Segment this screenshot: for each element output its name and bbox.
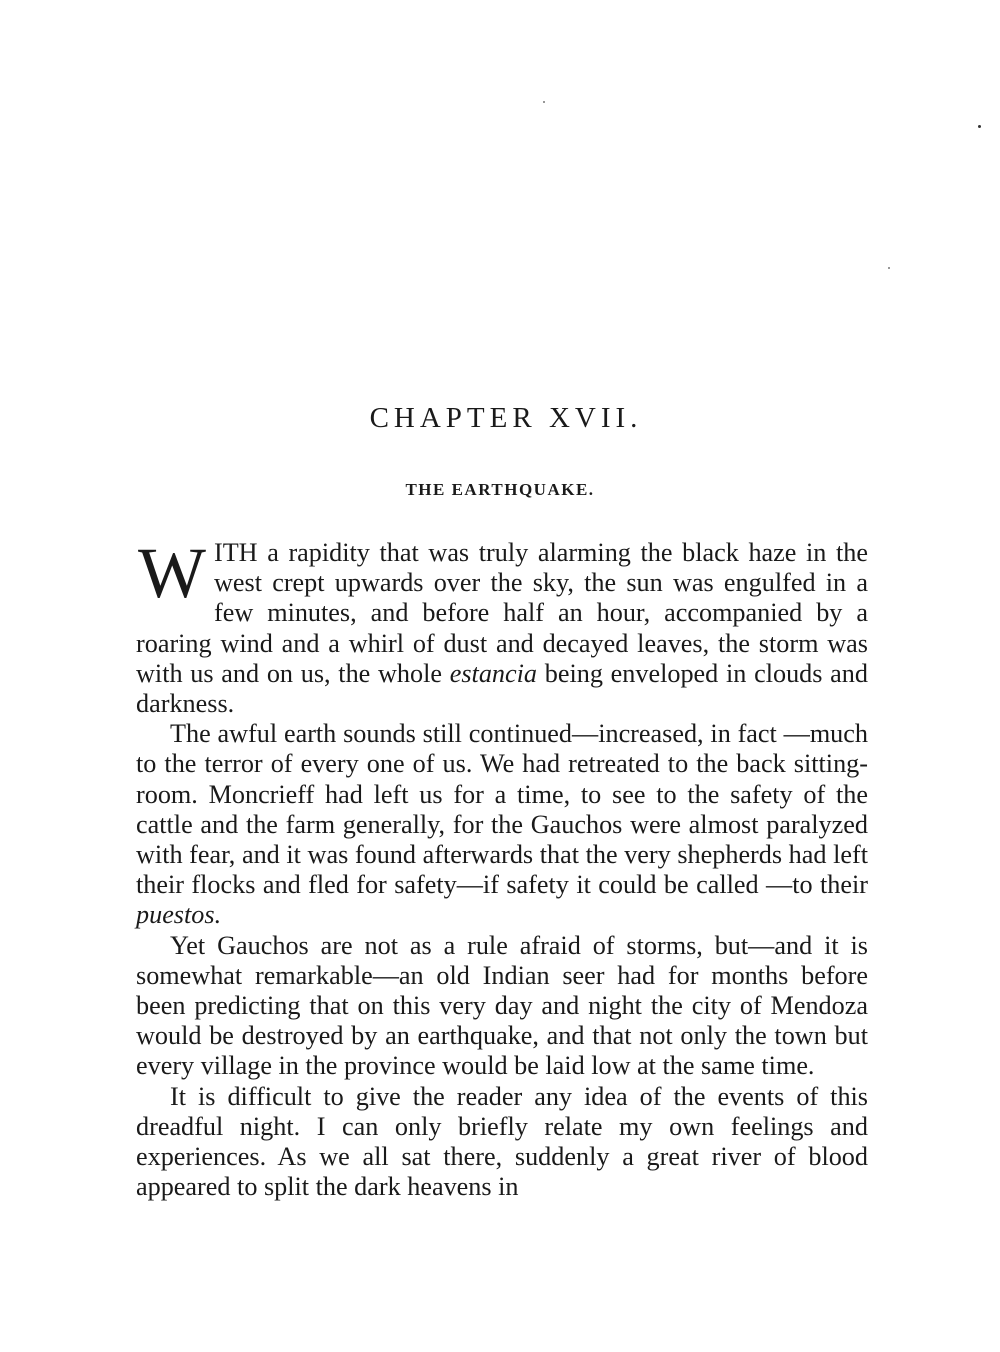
- paragraph: [136, 931, 868, 1082]
- chapter-title: CHAPTER XVII.: [369, 402, 643, 434]
- paragraph-text: being enveloped in clouds and darkness.: [136, 658, 868, 719]
- paragraph: [136, 533, 868, 719]
- paragraph-text: The awful earth sounds still continued—increased, in fact —much to the terror of every one of us. We had retreated to the back sitting-room. Moncrieff had left us for a time, to see to the safety of the cattle and the farm generally, for the Gauchos were almost paralyzed with fear, and it was found afterwards that the very shepherds had left their flocks and fled for safety—if safety it could be called —to their: [136, 719, 868, 900]
- chapter-body: [136, 533, 868, 1202]
- paragraph-text: It is difficult to give the reader any idea of the events of this dreadful night. I can only briefly relate my own feelings and experiences. As we all sat there, suddenly a great river of blood appeared to split the dark heavens in: [136, 1081, 868, 1202]
- italic-term: puestos.: [136, 900, 222, 930]
- paragraph-text: ITH a rapidity that was truly alarming the black haze in the west crept upwards over the sky, the sun was engulfed in a few minutes, and before half an hour, accompanied by a roaring wind and a whirl of dust and decayed leaves, the storm was with us and on us, the whole: [136, 538, 868, 688]
- ink-speck: [543, 101, 545, 103]
- italic-term: estancia: [449, 658, 538, 688]
- paragraph: [136, 1082, 868, 1203]
- ink-speck: [978, 125, 981, 128]
- drop-cap: W: [138, 533, 206, 613]
- ink-speck: [888, 267, 890, 269]
- chapter-subtitle: THE EARTHQUAKE.: [405, 480, 595, 499]
- paragraph-text: Yet Gauchos are not as a rule afraid of storms, but—and it is somewhat remarkable—an old Indian seer had for months before been predicting that on this very day and night the city of Mendoza would be destroyed by an earthquake, and that not only the town but every village in the province would be laid low at the same time.: [136, 930, 868, 1081]
- paragraph: [136, 719, 868, 930]
